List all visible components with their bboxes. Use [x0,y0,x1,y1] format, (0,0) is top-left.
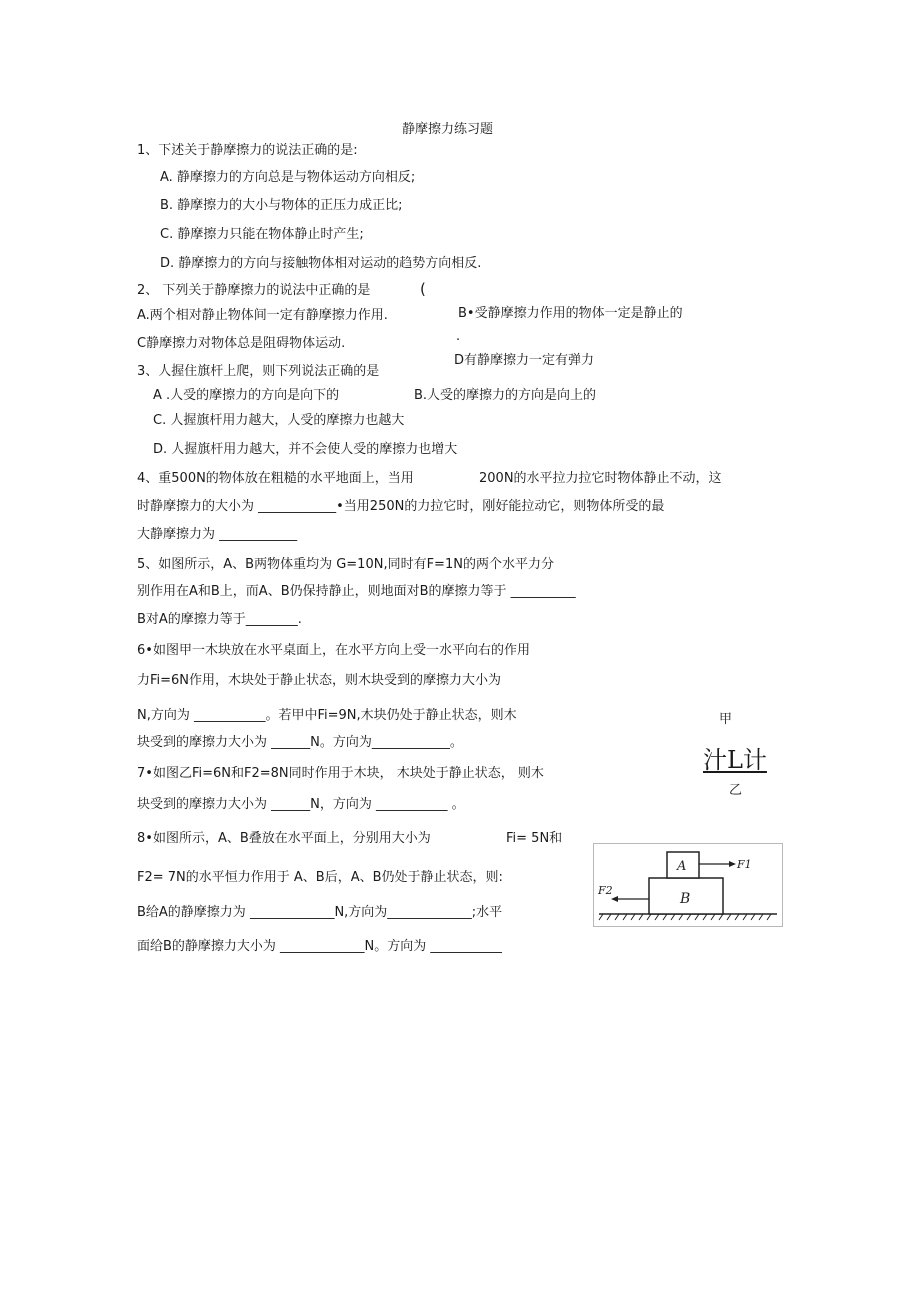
q8-line-1b: Fi= 5N和 [506,831,563,846]
q7-line-2: 块受到的摩擦力大小为 ______N，方向为 ___________ 。 [137,797,465,812]
block-b-label: B [680,891,691,907]
q4-line-3: 大静摩擦力为 ____________ [137,527,298,542]
figure-jia-drawing: 汁L计 [703,746,767,774]
q2-stem: 2、 下列关于静摩擦力的说法中正确的是 [137,283,371,298]
block-a-label: A [677,859,687,874]
q1-stem: 1、下述关于静摩擦力的说法正确的是: [137,143,358,158]
q4-line-1b: 200N的水平拉力拉它时物体静止不动，这 [479,471,722,486]
q1-option-a: A. 静摩擦力的方向总是与物体运动方向相反; [160,170,416,185]
q8-line-2: F2= 7N的水平恒力作用于 A、B后，A、B仍处于静止状态，则: [137,870,503,885]
force-f1-label: F1 [737,858,752,871]
q2-dot: . [456,329,461,344]
q5-line-2: 别作用在A和B上，而A、B仍保持静止，则地面对B的摩擦力等于 __________ [137,584,576,599]
q7-line-1: 7•如图乙Fi=6N和F2=8N同时作用于木块， 木块处于静止状态， 则木 [137,766,544,781]
q8-line-3: B给A的静摩擦力为 _____________N,方向为_____________;水平 [137,905,503,920]
q2-option-c: C静摩擦力对物体总是阻碍物体运动. [137,336,346,351]
force-f2-label: F2 [598,884,613,897]
q3-option-d: D. 人握旗杆用力越大，并不会使人受的摩擦力也增大 [153,442,458,457]
q4-line-1a: 4、重500N的物体放在粗糙的水平地面上，当用 [137,471,414,486]
q1-option-b: B. 静摩擦力的大小与物体的正压力成正比; [160,198,403,213]
q3-stem: 3、人握住旗杆上爬，则下列说法正确的是 [137,364,380,379]
figure-stacked-blocks [593,843,783,927]
q5-line-1: 5、如图所示，A、B两物体重均为 G=10N,同时有F=1N的两个水平力分 [137,557,554,572]
q3-option-a: A .人受的摩擦力的方向是向下的 [153,388,340,403]
q8-line-4: 面给B的静摩擦力大小为 _____________N。方向为 ___________ [137,939,502,954]
q1-option-d: D. 静摩擦力的方向与接触物体相对运动的趋势方向相反. [160,256,482,271]
q6-line-3: N,方向为 ___________。若甲中Fi=9N,木块仍处于静止状态，则木 [137,708,517,723]
q2-paren: ( [420,280,426,298]
q3-option-c: C. 人握旗杆用力越大，人受的摩擦力也越大 [153,413,405,428]
q2-option-a: A.两个相对静止物体间一定有静摩擦力作用. [137,308,388,323]
q3-option-b: B.人受的摩擦力的方向是向上的 [414,388,597,403]
q2-option-d: D有静摩擦力一定有弹力 [454,353,595,368]
q2-option-b: B•受静摩擦力作用的物体一定是静止的 [458,306,683,321]
q6-line-2: 力Fi=6N作用，木块处于静止状态，则木块受到的摩擦力大小为 [137,673,502,688]
q8-line-1a: 8•如图所示，A、B叠放在水平面上，分别用大小为 [137,831,431,846]
figure-jia-label: 甲 [719,712,733,727]
q1-option-c: C. 静摩擦力只能在物体静止时产生; [160,227,364,242]
q5-line-3: B对A的摩擦力等于________. [137,612,302,627]
q4-line-2: 时静摩擦力的大小为 ____________•当用250N的力拉它时，刚好能拉动它，则物体所受的最 [137,499,665,514]
figure-yi-label: 乙 [729,783,743,798]
q6-line-1: 6•如图甲一木块放在水平桌面上，在水平方向上受一水平向右的作用 [137,643,530,658]
page-title: 静摩擦力练习题 [402,122,494,137]
q6-line-4: 块受到的摩擦力大小为 ______N。方向为____________。 [137,735,463,750]
